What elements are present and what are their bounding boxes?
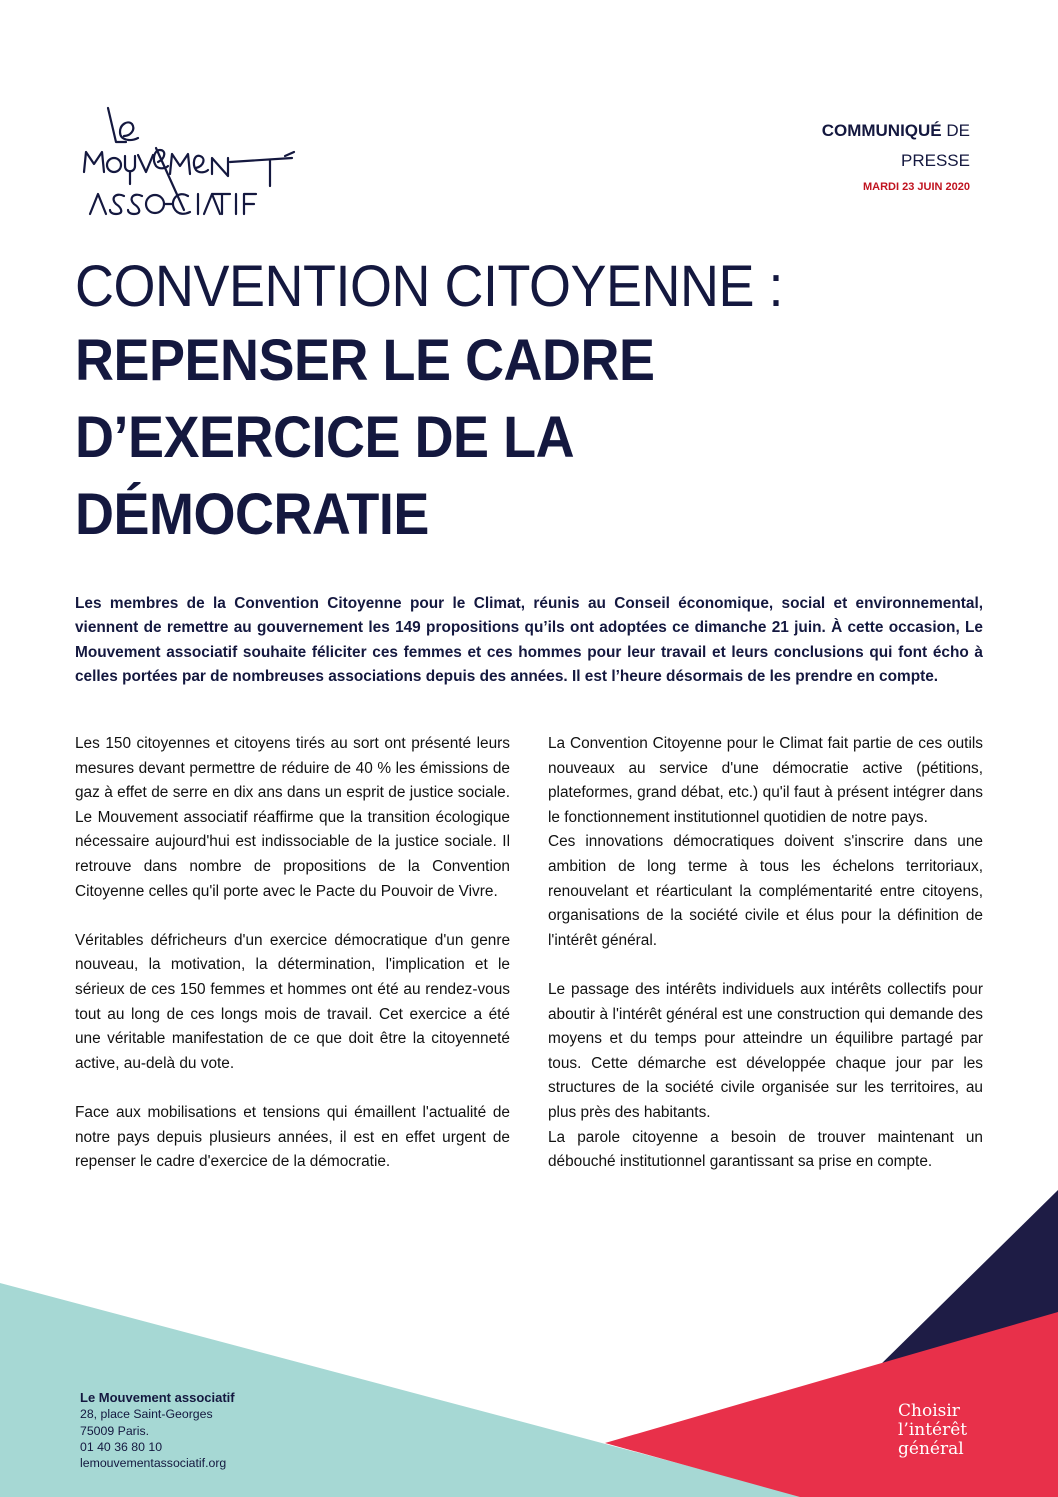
footer-address-line-2: 75009 Paris. [80,1423,150,1438]
body-paragraph: La Convention Citoyenne pour le Climat fait partie de ces outils nouveaux au service d'une démocratie active (pétitions, plateformes, grand débat, etc.) qu'il faut à présent intégrer dans le fonctionnement institutionnel quotidien de notre pays. [548,735,983,826]
body-paragraph: Le passage des intérêts individuels aux intérêts collectifs pour aboutir à l'intérêt général est une construction qui demande des moyens et du temps pour atteindre un équilibre partagé par tous. Cette démarche est développée chaque jour par les structures de la société civile organisée sur les territoires, au plus près des habitants. [548,980,983,1121]
title-line-2: REPENSER LE CADRE [75,328,655,393]
communique-de: DE [941,121,970,140]
le-mouvement-associatif-logo [80,100,300,218]
page-title [75,252,995,553]
title-line-1: CONVENTION CITOYENNE : [75,254,784,319]
body-column-right [548,732,983,1175]
title-line-4: DÉMOCRATIE [75,482,429,547]
lead-paragraph: Les membres de la Convention Citoyenne pour le Climat, réunis au Conseil économique, social et environnemental, viennent de remettre au gouvernement les 149 propositions qu’ils ont adoptées ce dimanche 21 juin. À cette occasion, Le Mouvement associatif souhaite féliciter ces femmes et ces hommes pour leur travail et leurs conclusions qui font écho à celles portées par de nombreuses associations depuis des années. Il est l’heure désormais de les prendre en compte. [75,595,983,685]
footer-org-name: Le Mouvement associatif [80,1390,235,1405]
communique-label [822,118,970,144]
title-line-3: D’EXERCICE DE LA [75,405,575,470]
body-paragraph: Face aux mobilisations et tensions qui émaillent l'actualité de notre pays depuis plusieurs années, il est en effet urgent de repenser le cadre d'exercice de la démocratie. [75,1103,510,1171]
communique-bold: COMMUNIQUÉ [821,121,942,140]
footer-contact [80,1390,235,1471]
press-date: MARDI 23 JUIN 2020 [863,181,970,193]
tagline-line-2: l’intérêt [898,1420,968,1440]
body-paragraph: La parole citoyenne a besoin de trouver maintenant un débouché institutionnel garantissant sa prise en compte. [548,1128,983,1171]
footer-address-line-1: 28, place Saint-Georges [80,1407,213,1422]
tagline [898,1402,967,1459]
tagline-line-3: général [898,1439,964,1459]
body-paragraph: Véritables défricheurs d'un exercice démocratique d'un genre nouveau, la motivation, la détermination, l'implication et le sérieux de ces 150 femmes et hommes ont été au rendez-vous tout au long de ces longs mois de travail. Cet exercice a été une véritable manifestation de ce que doit être la citoyenneté active, au-delà du vote. [75,931,510,1072]
communique-header [822,118,970,196]
presse-label: PRESSE [901,151,970,170]
tagline-line-1: Choisir [898,1401,960,1421]
body-paragraph: Ces innovations démocratiques doivent s'inscrire dans une ambition de long terme à tous les échelons territoriaux, renouvelant et réarticulant la complémentarité entre citoyens, organisations de la société civile et élus pour la définition de l'intérêt général. [548,833,983,949]
body-paragraph: Les 150 citoyennes et citoyens tirés au sort ont présenté leurs mesures devant permettre de réduire de 40 % les émissions de gaz à effet de serre en dix ans dans un esprit de justice sociale. Le Mouvement associatif réaffirme que la transition écologique nécessaire aujourd'hui est indissociable de la justice sociale. Il retrouve dans nombre de propositions de la Convention Citoyenne celles qu'il porte avec le Pacte du Pouvoir de Vivre. [75,735,510,900]
body-column-left [75,732,510,1175]
footer-website-link[interactable]: lemouvementassociatif.org [80,1456,227,1471]
footer-phone: 01 40 36 80 10 [80,1439,163,1454]
